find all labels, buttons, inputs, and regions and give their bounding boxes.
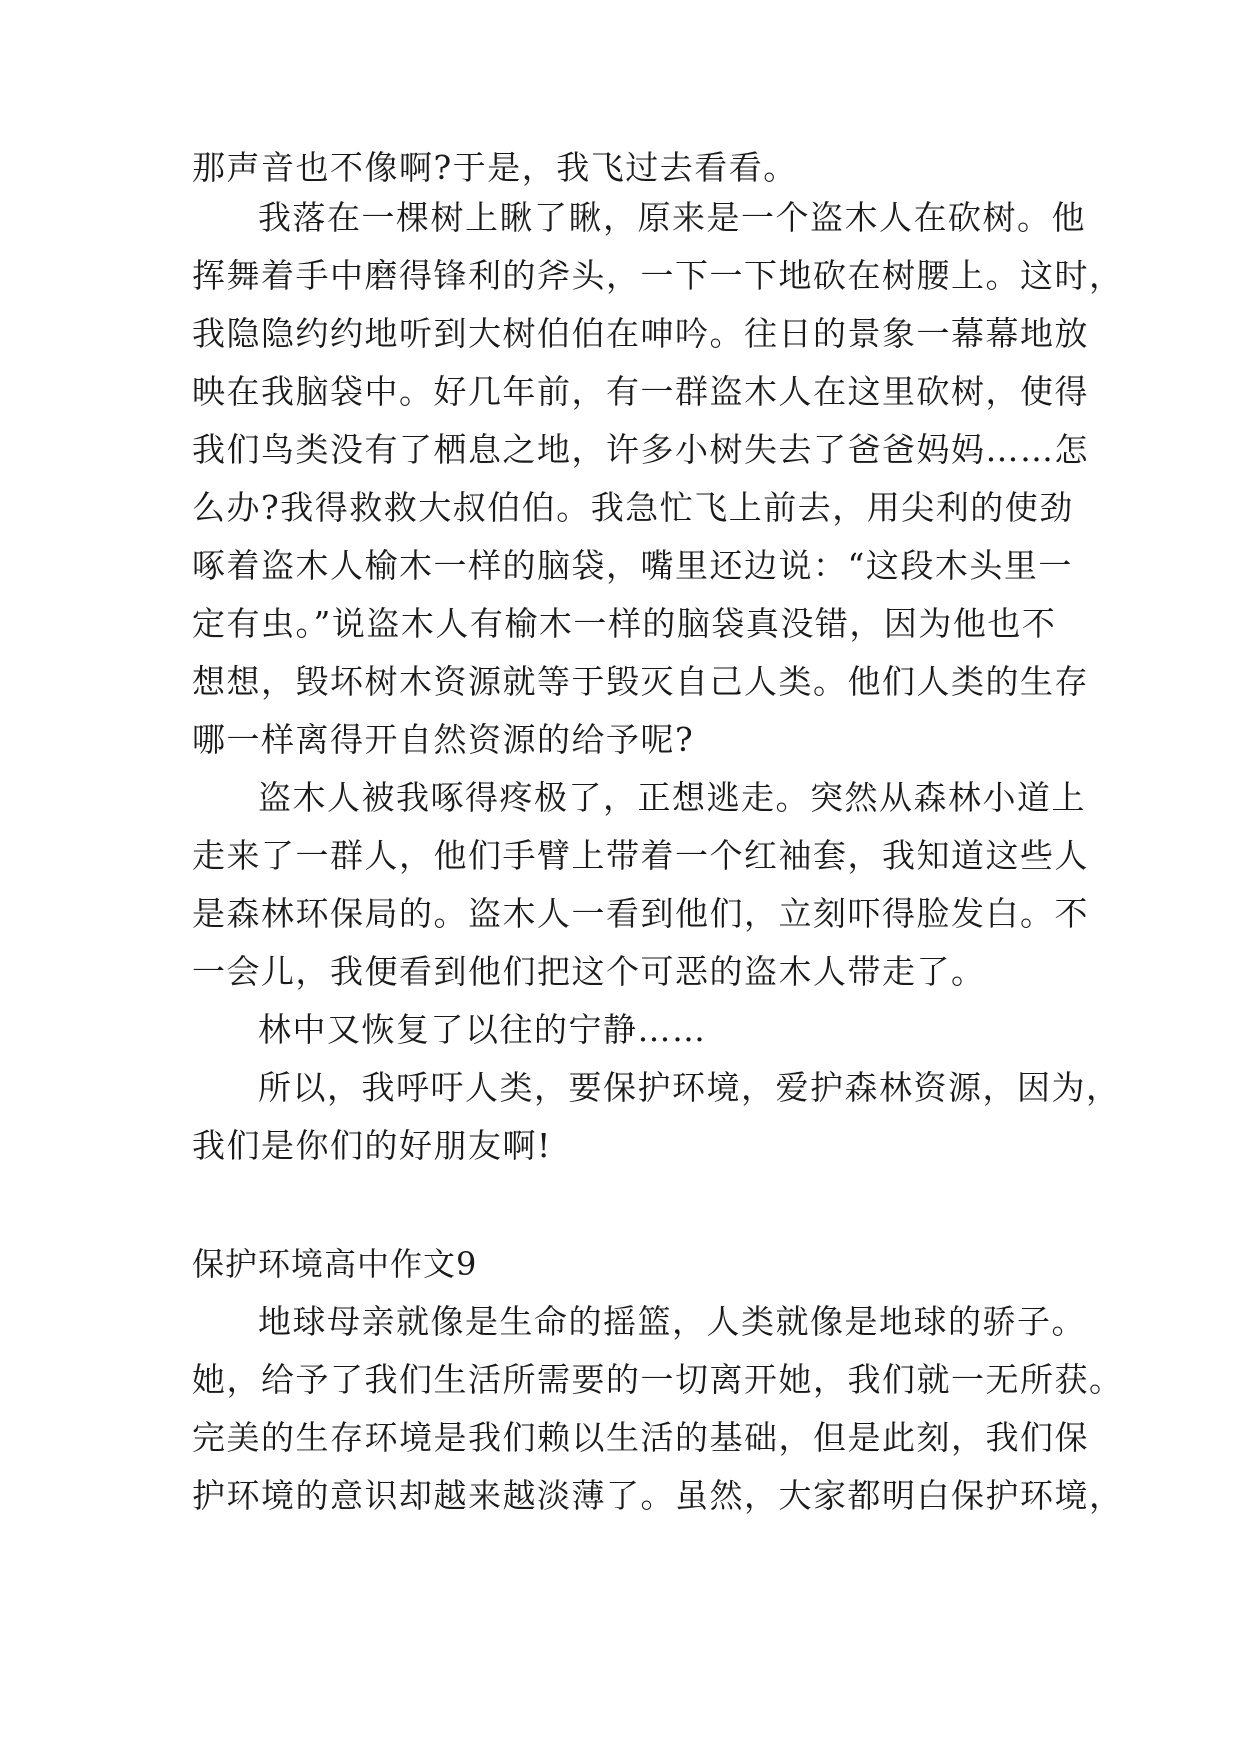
- paragraph-line: 我隐隐约约地听到大树伯伯在呻吟。往日的景象一幕幕地放: [192, 314, 1089, 353]
- section-heading: 保护环境高中作文9: [192, 1245, 478, 1283]
- paragraph-line: 盗木人被我啄得疼极了，正想逃走。突然从森林小道上: [258, 778, 1086, 817]
- paragraph-line: 是森林环保局的。盗木人一看到他们，立刻吓得脸发白。不: [192, 894, 1089, 933]
- paragraph-line: 走来了一群人，他们手臂上带着一个红袖套，我知道这些人: [192, 836, 1089, 875]
- paragraph-line: 我落在一棵树上瞅了瞅，原来是一个盗木人在砍树。他: [258, 198, 1086, 237]
- paragraph-line: 我们鸟类没有了栖息之地，许多小树失去了爸爸妈妈……怎: [192, 430, 1089, 469]
- paragraph-line: 地球母亲就像是生命的摇篮，人类就像是地球的骄子。: [258, 1302, 1086, 1341]
- paragraph-line: 所以，我呼吁人类，要保护环境，爱护森林资源，因为，: [258, 1068, 1121, 1107]
- paragraph-line: 哪一样离得开自然资源的给予呢?: [192, 720, 695, 759]
- paragraph-line: 林中又恢复了以往的宁静……: [258, 1010, 707, 1049]
- paragraph-line: 那声音也不像啊?于是，我飞过去看看。: [192, 148, 798, 187]
- paragraph-line: 想想，毁坏树木资源就等于毁灭自己人类。他们人类的生存: [192, 662, 1089, 701]
- paragraph-line: 护环境的意识却越来越淡薄了。虽然，大家都明白保护环境，: [192, 1476, 1124, 1515]
- paragraph-line: 映在我脑袋中。好几年前，有一群盗木人在这里砍树，使得: [192, 372, 1089, 411]
- paragraph-line: 啄着盗木人榆木一样的脑袋，嘴里还边说：“这段木头里一: [192, 546, 1073, 585]
- paragraph-line: 定有虫。”说盗木人有榆木一样的脑袋真没错，因为他也不: [192, 604, 1057, 643]
- paragraph-line: 我们是你们的好朋友啊!: [192, 1126, 552, 1165]
- paragraph-line: 完美的生存环境是我们赖以生活的基础，但是此刻，我们保: [192, 1418, 1089, 1457]
- paragraph-line: 挥舞着手中磨得锋利的斧头，一下一下地砍在树腰上。这时，: [192, 256, 1124, 295]
- paragraph-line: 一会儿，我便看到他们把这个可恶的盗木人带走了。: [192, 952, 986, 991]
- paragraph-line: 她，给予了我们生活所需要的一切离开她，我们就一无所获。: [192, 1360, 1124, 1399]
- paragraph-line: 么办?我得救救大叔伯伯。我急忙飞上前去，用尖利的使劲: [192, 488, 1074, 527]
